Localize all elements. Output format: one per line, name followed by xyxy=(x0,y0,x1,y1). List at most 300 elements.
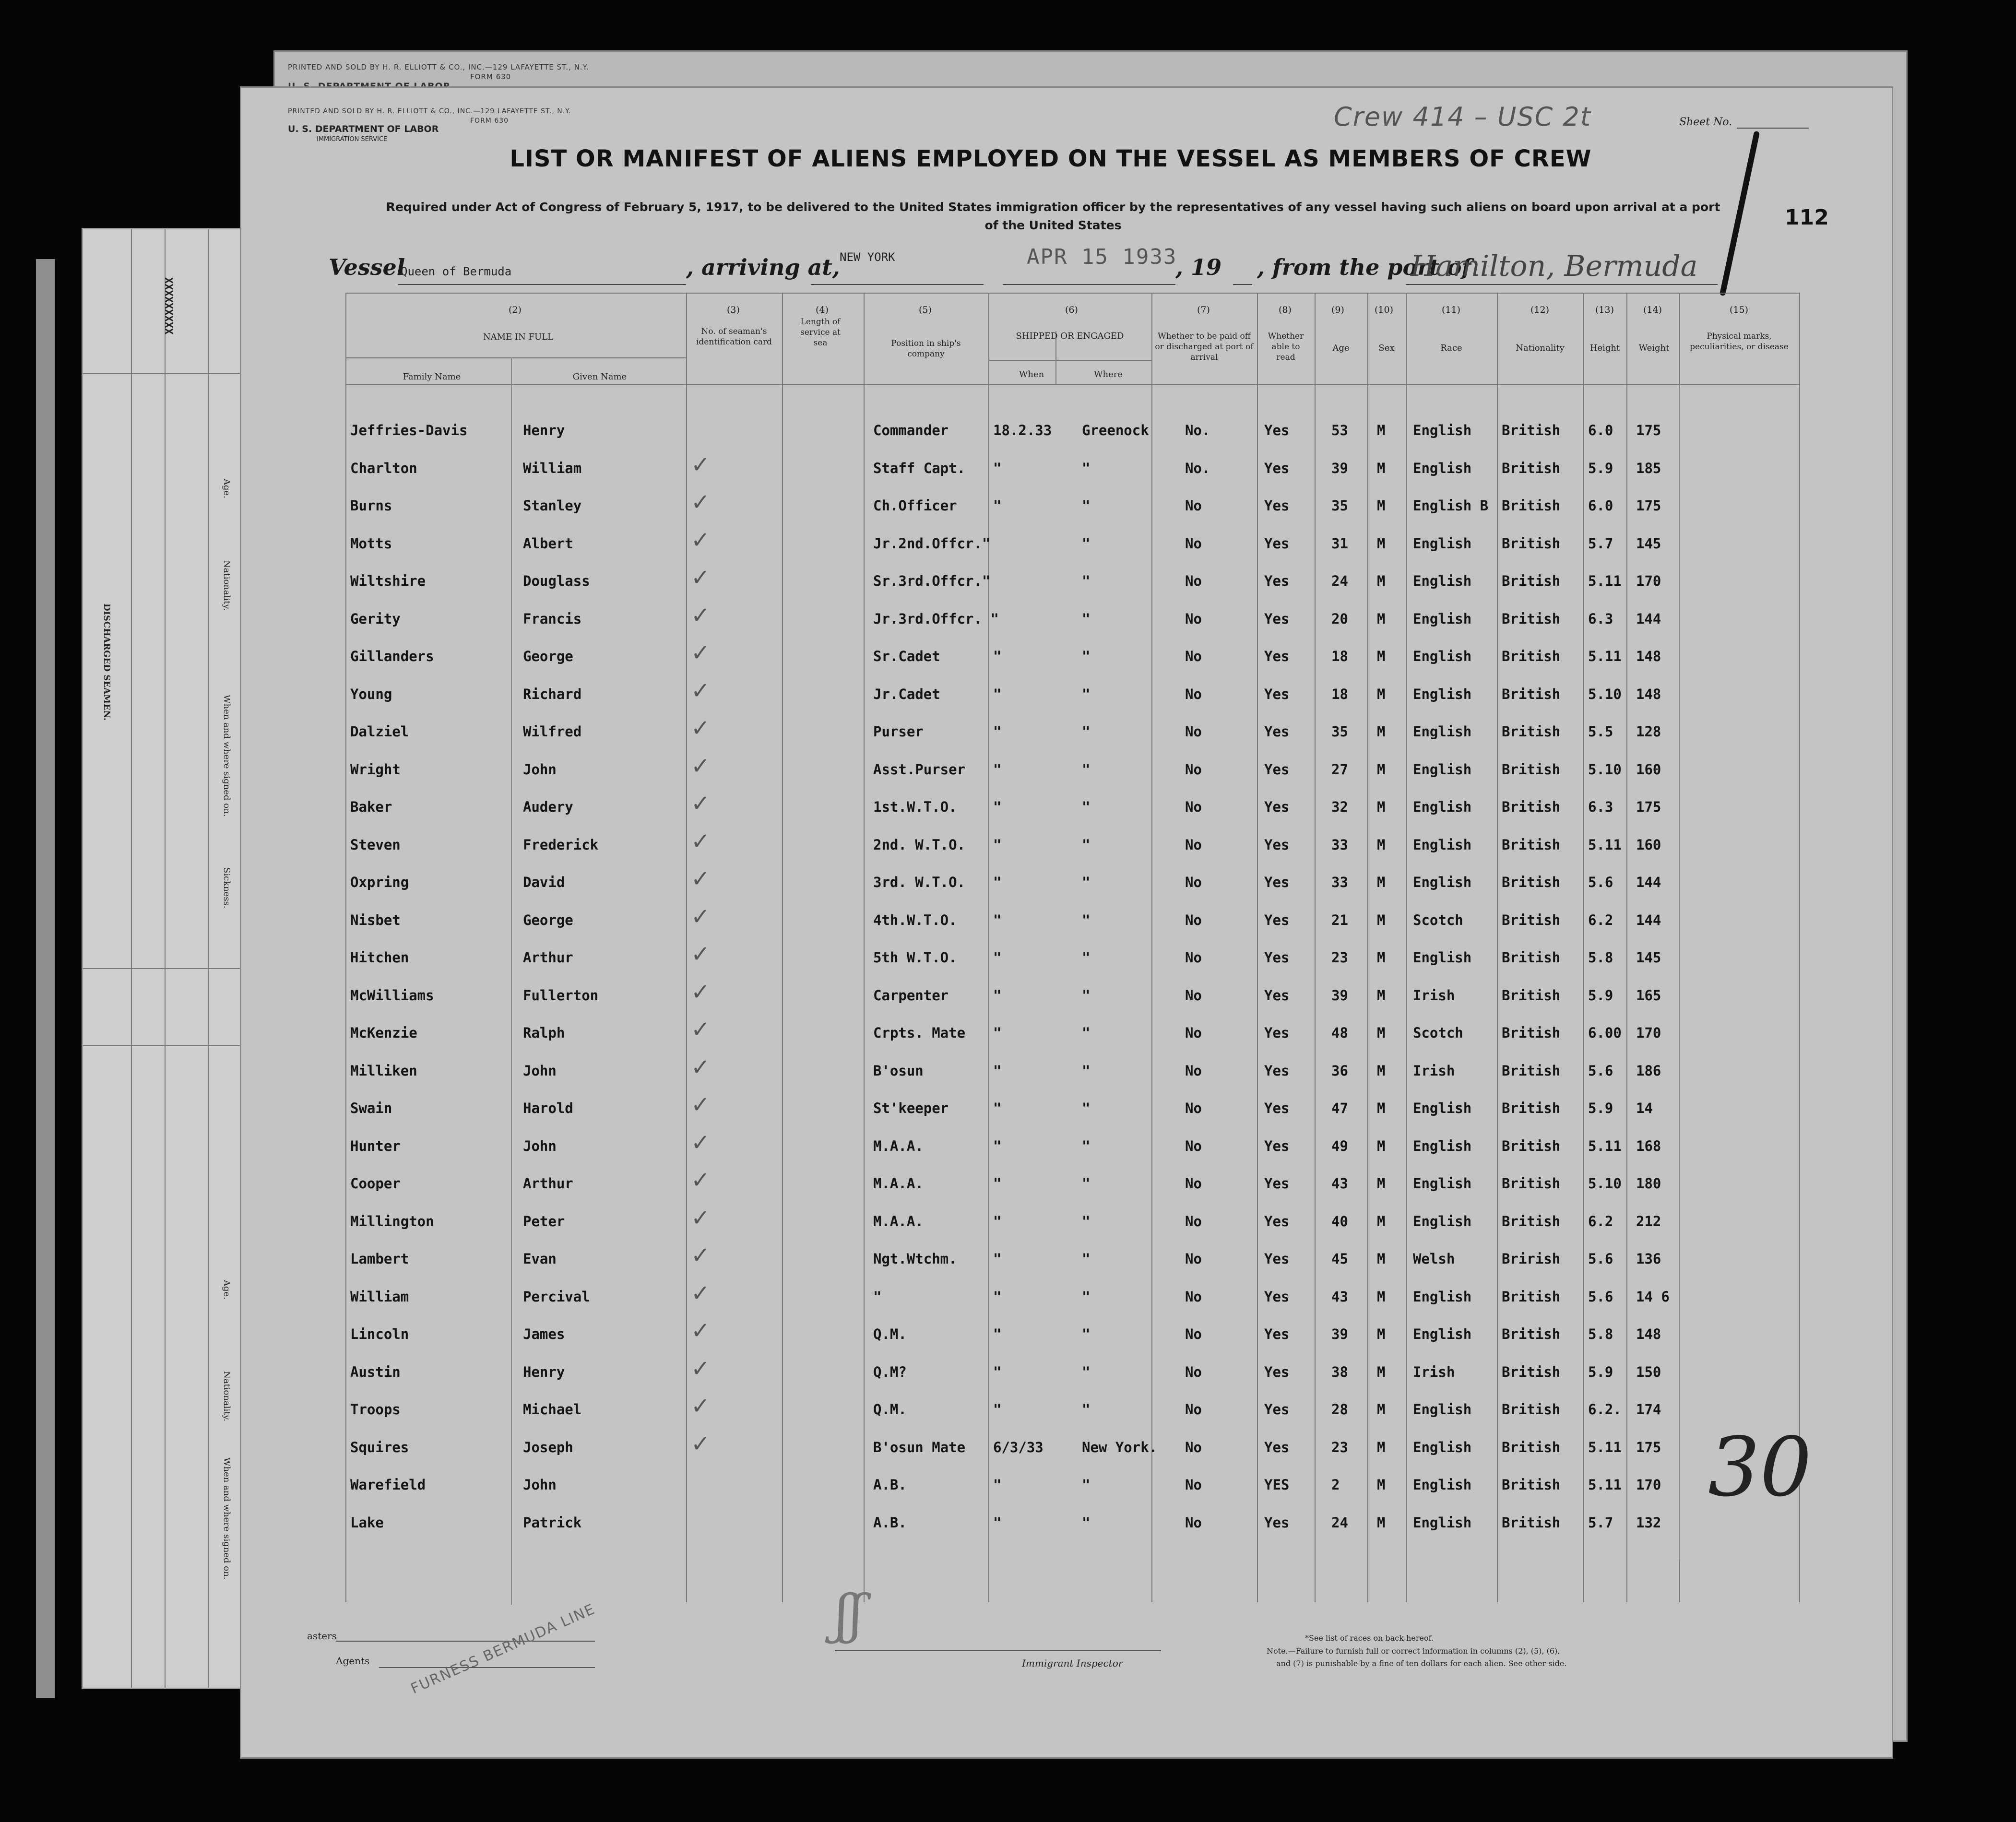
table-row xyxy=(0,941,1661,978)
crew-sex: M xyxy=(1377,1363,1386,1380)
crew-given-name: Michael xyxy=(523,1401,582,1418)
crew-nationality: British xyxy=(1502,1477,1561,1493)
crew-race: English xyxy=(1413,1137,1472,1154)
crew-position: Ch.Officer xyxy=(873,497,957,514)
crew-nationality: British xyxy=(1502,874,1561,890)
crew-given-name: William xyxy=(523,460,582,476)
crew-paid-off: No xyxy=(1185,1137,1202,1154)
crew-shipped-where: " xyxy=(1082,761,1091,778)
crew-paid-off: No xyxy=(1185,535,1202,552)
immigration-service: IMMIGRATION SERVICE xyxy=(317,136,388,143)
crew-nationality: British xyxy=(1502,686,1561,702)
crew-paid-off: No xyxy=(1185,1288,1202,1305)
crew-id-checkmark: ✓ xyxy=(691,451,711,478)
crew-family-name: Lincoln xyxy=(350,1326,409,1342)
departure-port: Hamilton, Bermuda xyxy=(1411,249,1698,283)
crew-sex: M xyxy=(1377,1025,1386,1041)
col-age: Age xyxy=(1332,343,1350,353)
crew-able-to-read: Yes xyxy=(1264,911,1290,928)
crew-paid-off: No xyxy=(1185,1213,1202,1230)
crew-given-name: Patrick xyxy=(523,1514,582,1531)
crew-shipped-when: " xyxy=(993,1363,1002,1380)
crew-able-to-read: Yes xyxy=(1264,1326,1290,1342)
crew-position: M.A.A. xyxy=(873,1137,924,1154)
crew-shipped-when: " xyxy=(993,1401,1002,1418)
crew-position: Q.M? xyxy=(873,1363,907,1380)
crew-sex: M xyxy=(1377,610,1386,627)
crew-age: 43 xyxy=(1331,1175,1348,1192)
crew-shipped-when: " xyxy=(993,686,1002,702)
crew-weight: 180 xyxy=(1636,1175,1661,1192)
crew-age: 33 xyxy=(1331,874,1348,890)
crew-given-name: John xyxy=(523,1477,557,1493)
table-row xyxy=(0,1477,1661,1505)
col-11-number: (11) xyxy=(1442,305,1461,315)
crew-height: 5.10 xyxy=(1588,686,1622,702)
crew-nationality: British xyxy=(1502,987,1561,1004)
crew-position: A.B. xyxy=(873,1477,907,1493)
crew-shipped-when: " xyxy=(993,836,1002,853)
crew-sex: M xyxy=(1377,761,1386,778)
crew-id-checkmark: ✓ xyxy=(691,1091,711,1118)
col-2-number: (2) xyxy=(509,305,522,315)
table-row xyxy=(0,677,1661,715)
crew-paid-off: No xyxy=(1185,1251,1202,1267)
crew-shipped-when: " xyxy=(993,911,1002,928)
crew-able-to-read: Yes xyxy=(1264,761,1290,778)
crew-able-to-read: Yes xyxy=(1264,949,1290,966)
crew-given-name: David xyxy=(523,874,565,890)
crew-position: B'osun xyxy=(873,1062,924,1079)
col-4-number: (4) xyxy=(816,305,829,315)
crew-paid-off: No. xyxy=(1185,460,1210,476)
table-row xyxy=(0,1317,1661,1355)
crew-shipped-where: " xyxy=(1082,1025,1091,1041)
crew-able-to-read: Yes xyxy=(1264,799,1290,815)
crew-weight: 132 xyxy=(1636,1514,1661,1531)
crew-sex: M xyxy=(1377,460,1386,476)
crew-weight: 160 xyxy=(1636,836,1661,853)
table-row xyxy=(0,1430,1661,1468)
crew-shipped-where: " xyxy=(1082,686,1091,702)
col-able-to-read: Whether able to read xyxy=(1268,331,1304,362)
crew-id-checkmark: ✓ xyxy=(691,602,711,629)
crew-nationality: British xyxy=(1502,723,1561,740)
crew-nationality: British xyxy=(1502,1062,1561,1079)
crew-position: Sr.Cadet xyxy=(873,648,940,664)
crew-shipped-where: " xyxy=(1082,874,1091,890)
crew-height: 6.0 xyxy=(1588,497,1613,514)
table-row xyxy=(0,1242,1661,1279)
penalty-note-1: Note.—Failure to furnish full or correct information in columns (2), (5), (6), xyxy=(1267,1646,1560,1656)
arriving-port: NEW YORK xyxy=(840,250,895,264)
crew-family-name: Baker xyxy=(350,799,392,815)
crew-shipped-where: " xyxy=(1082,1213,1091,1230)
crew-family-name: Hitchen xyxy=(350,949,409,966)
crew-weight: 174 xyxy=(1636,1401,1661,1418)
table-row xyxy=(0,715,1661,752)
crew-race: English xyxy=(1413,1439,1472,1455)
crew-height: 6.2 xyxy=(1588,1213,1613,1230)
col-paid-off: Whether to be paid off or discharged at port of arrival xyxy=(1155,331,1254,362)
crew-paid-off: No xyxy=(1185,1175,1202,1192)
crew-family-name: Hunter xyxy=(350,1137,401,1154)
crew-given-name: Ralph xyxy=(523,1025,565,1041)
tab-typed-strikeout: XXXXXXXXX xyxy=(162,277,174,335)
crew-race: English xyxy=(1413,761,1472,778)
crew-able-to-read: Yes xyxy=(1264,686,1290,702)
crew-given-name: John xyxy=(523,1137,557,1154)
crew-family-name: Nisbet xyxy=(350,911,401,928)
table-row xyxy=(0,526,1661,564)
tab-discharged-title: DISCHARGED SEAMEN. xyxy=(102,603,112,721)
crew-nationality: British xyxy=(1502,1514,1561,1531)
crew-position: 3rd. W.T.O. xyxy=(873,874,966,890)
crew-race: English xyxy=(1413,648,1472,664)
col-height: Height xyxy=(1589,343,1620,353)
crew-position: Staff Capt. xyxy=(873,460,966,476)
crew-family-name: Gerity xyxy=(350,610,401,627)
crew-height: 5.9 xyxy=(1588,987,1613,1004)
crew-weight: 175 xyxy=(1636,799,1661,815)
col-13-number: (13) xyxy=(1595,305,1614,315)
crew-position: Jr.Cadet xyxy=(873,686,940,702)
crew-able-to-read: Yes xyxy=(1264,610,1290,627)
table-row xyxy=(0,1204,1661,1242)
crew-age: 18 xyxy=(1331,648,1348,664)
crew-given-name: Stanley xyxy=(523,497,582,514)
crew-race: English xyxy=(1413,799,1472,815)
crew-nationality: British xyxy=(1502,1175,1561,1192)
table-row xyxy=(0,865,1661,903)
crew-family-name: Oxpring xyxy=(350,874,409,890)
crew-height: 6.00 xyxy=(1588,1025,1622,1041)
col-7-number: (7) xyxy=(1197,305,1210,315)
crew-paid-off: No xyxy=(1185,836,1202,853)
crew-weight: 170 xyxy=(1636,1477,1661,1493)
crew-weight: 175 xyxy=(1636,497,1661,514)
crew-nationality: Brirish xyxy=(1502,1251,1561,1267)
vessel-name: Queen of Bermuda xyxy=(401,265,512,278)
crew-given-name: Audery xyxy=(523,799,573,815)
crew-able-to-read: Yes xyxy=(1264,1062,1290,1079)
col-8-number: (8) xyxy=(1279,305,1292,315)
crew-sex: M xyxy=(1377,1401,1386,1418)
crew-shipped-when: " xyxy=(993,761,1002,778)
crew-able-to-read: YES xyxy=(1264,1477,1290,1493)
col-race: Race xyxy=(1440,343,1462,353)
crew-height: 5.5 xyxy=(1588,723,1613,740)
crew-shipped-where: " xyxy=(1082,573,1091,589)
crew-age: 24 xyxy=(1331,573,1348,589)
masters-label: asters xyxy=(307,1630,337,1642)
furness-bermuda-line-stamp: FURNESS BERMUDA LINE xyxy=(408,1600,598,1698)
crew-position: Commander xyxy=(873,422,949,438)
crew-sex: M xyxy=(1377,686,1386,702)
crew-race: English xyxy=(1413,535,1472,552)
document-title: LIST OR MANIFEST OF ALIENS EMPLOYED ON THE VESSEL AS MEMBERS OF CREW xyxy=(510,145,1592,172)
crew-sex: M xyxy=(1377,874,1386,890)
crew-paid-off: No xyxy=(1185,723,1202,740)
crew-family-name: Gillanders xyxy=(350,648,434,664)
crew-shipped-where: " xyxy=(1082,1100,1091,1116)
crew-weight: 14 xyxy=(1636,1100,1653,1116)
crew-able-to-read: Yes xyxy=(1264,723,1290,740)
crew-sex: M xyxy=(1377,1062,1386,1079)
crew-shipped-where: " xyxy=(1082,1288,1091,1305)
table-row xyxy=(0,1167,1661,1204)
crew-race: Scotch xyxy=(1413,1025,1463,1041)
crew-height: 6.3 xyxy=(1588,799,1613,815)
crew-position: 4th.W.T.O. xyxy=(873,911,957,928)
crew-age: 45 xyxy=(1331,1251,1348,1267)
crew-height: 5.6 xyxy=(1588,1062,1613,1079)
crew-id-checkmark: ✓ xyxy=(691,1355,711,1382)
crew-paid-off: No xyxy=(1185,1025,1202,1041)
tab-when-where-label-lower: When and where signed on. xyxy=(222,1457,232,1580)
crew-nationality: British xyxy=(1502,1439,1561,1455)
crew-race: English xyxy=(1413,460,1472,476)
crew-shipped-when: " xyxy=(993,1062,1002,1079)
crew-shipped-when: " xyxy=(993,723,1002,740)
crew-given-name: Henry xyxy=(523,422,565,438)
crew-weight: 150 xyxy=(1636,1363,1661,1380)
crew-sex: M xyxy=(1377,648,1386,664)
crew-given-name: Arthur xyxy=(523,1175,573,1192)
crew-weight: 148 xyxy=(1636,686,1661,702)
crew-nationality: British xyxy=(1502,1326,1561,1342)
crew-nationality: British xyxy=(1502,648,1561,664)
crew-able-to-read: Yes xyxy=(1264,1439,1290,1455)
crew-age: 47 xyxy=(1331,1100,1348,1116)
crew-age: 38 xyxy=(1331,1363,1348,1380)
inspector-signature: ʃʃ xyxy=(835,1583,864,1645)
crew-age: 21 xyxy=(1331,911,1348,928)
crew-family-name: Burns xyxy=(350,497,392,514)
printer-line: PRINTED AND SOLD BY H. R. ELLIOTT & CO., INC.—129 LAFAYETTE ST., N.Y. xyxy=(288,107,571,115)
crew-shipped-where: " xyxy=(1082,1477,1091,1493)
crew-height: 5.6 xyxy=(1588,1251,1613,1267)
crew-paid-off: No xyxy=(1185,911,1202,928)
crew-position: Purser xyxy=(873,723,924,740)
crew-race: Welsh xyxy=(1413,1251,1455,1267)
crew-weight: 136 xyxy=(1636,1251,1661,1267)
crew-id-checkmark: ✓ xyxy=(691,564,711,591)
crew-sex: M xyxy=(1377,987,1386,1004)
crew-race: English xyxy=(1413,1401,1472,1418)
crew-position: M.A.A. xyxy=(873,1175,924,1192)
table-row xyxy=(0,451,1661,489)
subtitle-line-1: Required under Act of Congress of February 5, 1917, to be delivered to the United States immigration officer by the representatives of any vessel having such aliens on board upon arrival at a port xyxy=(386,200,1720,214)
crew-shipped-when: " xyxy=(993,1025,1002,1041)
col-14-number: (14) xyxy=(1643,305,1662,315)
crew-height: 5.8 xyxy=(1588,949,1613,966)
crew-family-name: Dalziel xyxy=(350,723,409,740)
crew-position: St'keeper xyxy=(873,1100,949,1116)
crew-sex: M xyxy=(1377,1251,1386,1267)
crew-shipped-where: " xyxy=(1082,648,1091,664)
crew-able-to-read: Yes xyxy=(1264,1100,1290,1116)
crew-shipped-where: " xyxy=(1082,1062,1091,1079)
crew-given-name: John xyxy=(523,1062,557,1079)
crew-nationality: British xyxy=(1502,422,1561,438)
crew-shipped-when: " xyxy=(993,1175,1002,1192)
crew-nationality: British xyxy=(1502,799,1561,815)
col-9-number: (9) xyxy=(1331,305,1344,315)
crew-shipped-where: " xyxy=(1082,723,1091,740)
crew-age: 39 xyxy=(1331,987,1348,1004)
crew-sex: M xyxy=(1377,1137,1386,1154)
crew-age: 28 xyxy=(1331,1401,1348,1418)
crew-id-checkmark: ✓ xyxy=(691,978,711,1006)
crew-position: Jr.3rd.Offcr. " xyxy=(873,610,999,627)
crew-paid-off: No xyxy=(1185,1401,1202,1418)
crew-weight: 144 xyxy=(1636,610,1661,627)
crew-family-name: McWilliams xyxy=(350,987,434,1004)
crew-given-name: Douglass xyxy=(523,573,590,589)
crew-sex: M xyxy=(1377,949,1386,966)
crew-shipped-when: " xyxy=(993,1288,1002,1305)
crew-shipped-where: " xyxy=(1082,1175,1091,1192)
crew-paid-off: No xyxy=(1185,497,1202,514)
crew-family-name: Charlton xyxy=(350,460,417,476)
crew-age: 53 xyxy=(1331,422,1348,438)
crew-able-to-read: Yes xyxy=(1264,535,1290,552)
crew-age: 18 xyxy=(1331,686,1348,702)
crew-race: English xyxy=(1413,874,1472,890)
crew-nationality: British xyxy=(1502,1401,1561,1418)
crew-age: 2 xyxy=(1331,1477,1340,1493)
col-where: Where xyxy=(1093,369,1123,379)
crew-sex: M xyxy=(1377,422,1386,438)
crew-id-checkmark: ✓ xyxy=(691,1016,711,1043)
crew-race: English xyxy=(1413,836,1472,853)
crew-weight: 175 xyxy=(1636,422,1661,438)
crew-weight: 148 xyxy=(1636,648,1661,664)
crew-id-checkmark: ✓ xyxy=(691,1167,711,1194)
crew-age: 31 xyxy=(1331,535,1348,552)
crew-nationality: British xyxy=(1502,497,1561,514)
crew-race: English xyxy=(1413,1326,1472,1342)
crew-family-name: Lambert xyxy=(350,1251,409,1267)
table-row xyxy=(0,564,1661,602)
crew-sex: M xyxy=(1377,1477,1386,1493)
crew-height: 5.10 xyxy=(1588,761,1622,778)
table-row xyxy=(0,1053,1661,1091)
crew-shipped-when: " xyxy=(993,1326,1002,1342)
back-form-line: FORM 630 xyxy=(470,72,511,81)
col-position: Position in ship's company xyxy=(891,339,961,359)
table-row xyxy=(0,828,1661,865)
crew-position: 1st.W.T.O. xyxy=(873,799,957,815)
crew-weight: 144 xyxy=(1636,874,1661,890)
crew-nationality: British xyxy=(1502,535,1561,552)
crew-position: " xyxy=(873,1288,882,1305)
crew-id-checkmark: ✓ xyxy=(691,1129,711,1156)
crew-shipped-when: " xyxy=(993,1514,1002,1531)
crew-weight: 168 xyxy=(1636,1137,1661,1154)
crew-paid-off: No xyxy=(1185,874,1202,890)
page-number: 112 xyxy=(1785,205,1829,230)
crew-given-name: Henry xyxy=(523,1363,565,1380)
crew-given-name: James xyxy=(523,1326,565,1342)
crew-position: Sr.3rd.Offcr." xyxy=(873,573,991,589)
col-5-number: (5) xyxy=(919,305,932,315)
crew-position: Asst.Purser xyxy=(873,761,966,778)
crew-able-to-read: Yes xyxy=(1264,573,1290,589)
from-port-label: , from the port of xyxy=(1257,254,1471,280)
crew-height: 6.2 xyxy=(1588,911,1613,928)
crew-weight: 14 6 xyxy=(1636,1288,1670,1305)
crew-able-to-read: Yes xyxy=(1264,1175,1290,1192)
crew-paid-off: No xyxy=(1185,799,1202,815)
tab-when-where-label: When and where signed on. xyxy=(222,695,232,817)
year-label: , 19 xyxy=(1175,254,1222,280)
crew-paid-off: No xyxy=(1185,761,1202,778)
crew-able-to-read: Yes xyxy=(1264,1514,1290,1531)
crew-given-name: Richard xyxy=(523,686,582,702)
crew-weight: 128 xyxy=(1636,723,1661,740)
crew-position: Jr.2nd.Offcr." xyxy=(873,535,991,552)
crew-race: English xyxy=(1413,1213,1472,1230)
crew-age: 36 xyxy=(1331,1062,1348,1079)
table-row xyxy=(0,1091,1653,1129)
crew-weight: 165 xyxy=(1636,987,1661,1004)
col-physical-marks: Physical marks, peculiarities, or disease xyxy=(1690,331,1789,352)
crew-shipped-when: " xyxy=(993,460,1002,476)
crew-family-name: Wiltshire xyxy=(350,573,426,589)
crew-given-name: Evan xyxy=(523,1251,557,1267)
crew-paid-off: No xyxy=(1185,1100,1202,1116)
crew-shipped-when: " xyxy=(993,1251,1002,1267)
col-id-card: No. of seaman's identification card xyxy=(696,327,772,347)
crew-nationality: British xyxy=(1502,1100,1561,1116)
crew-sex: M xyxy=(1377,1288,1386,1305)
crew-id-checkmark: ✓ xyxy=(691,526,711,554)
col-when: When xyxy=(1019,369,1044,379)
crew-nationality: British xyxy=(1502,836,1561,853)
crew-nationality: British xyxy=(1502,761,1561,778)
crew-sex: M xyxy=(1377,1100,1386,1116)
handwritten-crew-note: Crew 414 – USC 2t xyxy=(1334,102,1592,132)
tab-age-label-lower: Age. xyxy=(222,1280,232,1300)
crew-shipped-where: " xyxy=(1082,497,1091,514)
crew-sex: M xyxy=(1377,1213,1386,1230)
crew-id-checkmark: ✓ xyxy=(691,1279,711,1307)
crew-shipped-when: 18.2.33 xyxy=(993,422,1052,438)
crew-height: 5.9 xyxy=(1588,1100,1613,1116)
table-row xyxy=(0,602,1661,639)
crew-race: English xyxy=(1413,1288,1472,1305)
crew-height: 5.10 xyxy=(1588,1175,1622,1192)
crew-given-name: Harold xyxy=(523,1100,573,1116)
crew-id-checkmark: ✓ xyxy=(691,715,711,742)
crew-family-name: Young xyxy=(350,686,392,702)
crew-shipped-where: Greenock xyxy=(1082,422,1149,438)
crew-shipped-where: " xyxy=(1082,836,1091,853)
table-row xyxy=(0,1129,1661,1167)
crew-sex: M xyxy=(1377,535,1386,552)
crew-family-name: Millington xyxy=(350,1213,434,1230)
crew-position: Crpts. Mate xyxy=(873,1025,966,1041)
crew-weight: 186 xyxy=(1636,1062,1661,1079)
crew-sex: M xyxy=(1377,911,1386,928)
crew-family-name: Milliken xyxy=(350,1062,417,1079)
crew-paid-off: No xyxy=(1185,648,1202,664)
crew-paid-off: No xyxy=(1185,686,1202,702)
crew-shipped-when: " xyxy=(993,874,1002,890)
crew-height: 5.7 xyxy=(1588,1514,1613,1531)
